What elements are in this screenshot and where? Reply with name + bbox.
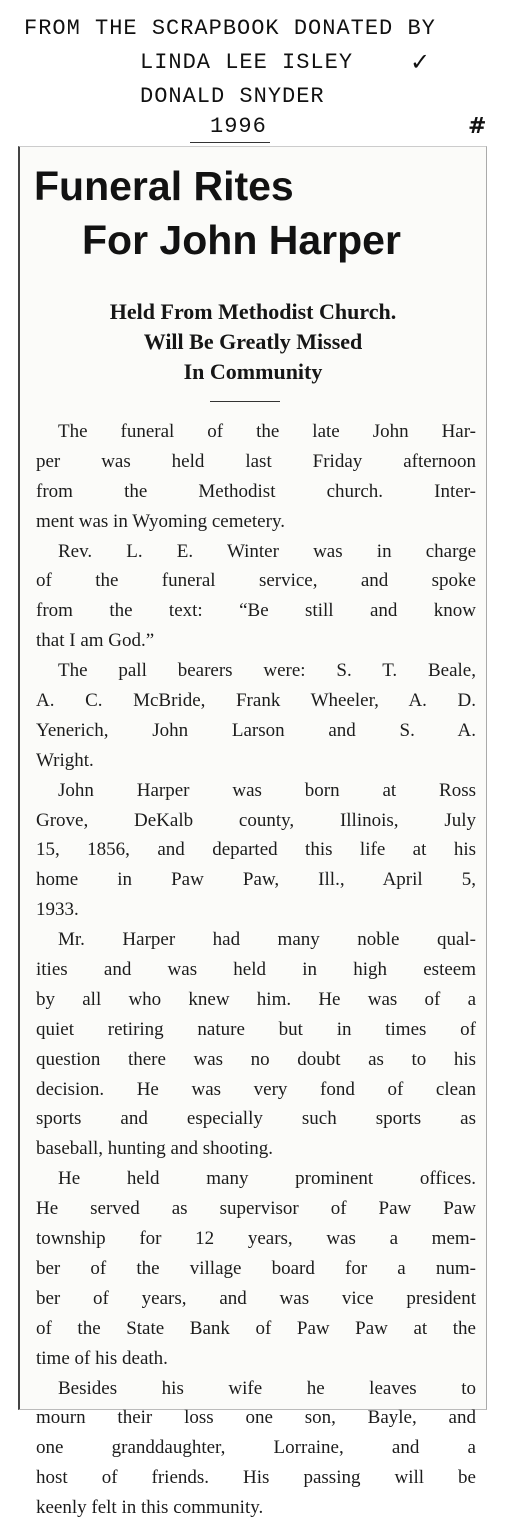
article-line: of the funeral service, and spoke <box>36 570 476 592</box>
section-rule <box>210 401 280 402</box>
article-line: baseball, hunting and shooting. <box>36 1138 273 1160</box>
article-line: Mr. Harper had many noble qual- <box>58 929 476 951</box>
article-line: Besides his wife he leaves to <box>58 1377 476 1399</box>
donor-name-line: LINDA LEE ISLEY <box>140 50 354 75</box>
article-line: quiet retiring nature but in times of <box>36 1018 476 1040</box>
article-line: host of friends. His passing will be <box>36 1467 476 1489</box>
scrapbook-donation-line: FROM THE SCRAPBOOK DONATED BY <box>24 16 436 41</box>
article-line: John Harper was born at Ross <box>58 779 476 801</box>
article-line: Rev. L. E. Winter was in charge <box>58 540 476 562</box>
article-line: ities and was held in high esteem <box>36 959 476 981</box>
subheadline-line-3: In Community <box>183 359 323 384</box>
article-line: question there was no doubt as to his <box>36 1048 476 1070</box>
article-line: sports and especially such sports as <box>36 1108 476 1130</box>
newspaper-clipping <box>18 146 487 1519</box>
article-line: mourn their loss one son, Bayle, and <box>36 1407 476 1429</box>
subheadline-line-1: Held From Methodist Church. <box>109 299 397 324</box>
article-line: ber of years, and was vice president <box>36 1287 476 1309</box>
article-line: Grove, DeKalb county, Illinois, July <box>36 809 476 831</box>
headline-line-2: For John Harper <box>82 217 401 263</box>
article-line: 15, 1856, and departed this life at his <box>36 839 476 861</box>
handwritten-check-icon: ✓ <box>410 48 431 76</box>
article-line: The funeral of the late John Har- <box>58 421 476 442</box>
article-line: Yenerich, John Larson and S. A. <box>36 719 476 741</box>
article-body <box>36 417 476 1523</box>
article-line: that I am God.” <box>36 630 155 652</box>
article-line: township for 12 years, was a mem- <box>36 1228 476 1250</box>
article-line: by all who knew him. He was of a <box>36 988 476 1010</box>
article-line: ment was in Wyoming cemetery. <box>36 510 285 532</box>
article-line: The pall bearers were: S. T. Beale, <box>58 660 476 682</box>
article-line: home in Paw Paw, Ill., April 5, <box>36 869 476 891</box>
hash-mark-icon: # <box>468 114 487 139</box>
article-line: He held many prominent offices. <box>58 1168 476 1190</box>
article-line: 1933. <box>36 899 79 921</box>
article-line: A. C. McBride, Frank Wheeler, A. D. <box>36 690 476 712</box>
article-line: from the text: “Be still and know <box>36 600 476 622</box>
year-underline <box>190 142 270 143</box>
donation-year: 1996 <box>210 114 267 139</box>
article-line: He served as supervisor of Paw Paw <box>36 1198 476 1220</box>
article-line: one granddaughter, Lorraine, and a <box>36 1437 476 1459</box>
subheadline-line-2: Will Be Greatly Missed <box>143 329 363 354</box>
article-line: keenly felt in this community. <box>36 1497 264 1519</box>
article-line: decision. He was very fond of clean <box>36 1078 476 1100</box>
headline-line-1: Funeral Rites <box>34 163 294 209</box>
article-line: from the Methodist church. Inter- <box>36 480 476 502</box>
article-line: per was held last Friday afternoon <box>36 450 476 472</box>
donor-name-line-2: DONALD SNYDER <box>140 84 325 109</box>
article-line: ber of the village board for a num- <box>36 1257 476 1279</box>
article-line: Wright. <box>36 749 94 771</box>
article-line: time of his death. <box>36 1347 168 1369</box>
article-line: of the State Bank of Paw Paw at the <box>36 1317 476 1339</box>
